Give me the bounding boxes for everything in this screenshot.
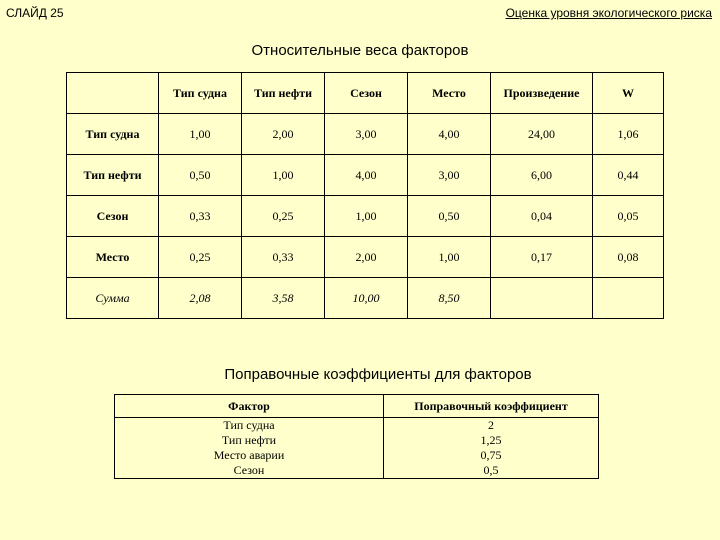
- table-cell: 3,00: [408, 155, 491, 196]
- list-item: 0,5: [483, 463, 499, 477]
- row-head: Сезон: [67, 196, 159, 237]
- table-cell: 0,04: [491, 196, 593, 237]
- table-cell: 4,00: [408, 114, 491, 155]
- sum-row-head: Сумма: [67, 278, 159, 319]
- table-cell: 6,00: [491, 155, 593, 196]
- table-cell: 1,00: [159, 114, 242, 155]
- table-cell: 3,00: [325, 114, 408, 155]
- row-head: Место: [67, 237, 159, 278]
- table-cell: 0,25: [159, 237, 242, 278]
- table-cell: 2,00: [325, 237, 408, 278]
- list-item: Тип судна: [223, 418, 275, 432]
- header-cell-w: W: [593, 73, 664, 114]
- correction-table-title: Поправочные коэффициенты для факторов: [224, 366, 532, 383]
- list-item: 0,75: [480, 448, 502, 462]
- weights-table-title: Относительные веса факторов: [251, 42, 469, 59]
- table-cell-empty: [491, 278, 593, 319]
- table-cell: 1,00: [325, 196, 408, 237]
- list-item: 2: [488, 418, 494, 432]
- row-head: Тип судна: [67, 114, 159, 155]
- table-row: [67, 114, 664, 155]
- table-cell: 0,05: [593, 196, 664, 237]
- weights-header-row: [67, 73, 664, 114]
- table-cell-empty: [593, 278, 664, 319]
- factor-list-cell: [115, 418, 384, 479]
- correction-body-row: [115, 418, 599, 479]
- header-cell-place: Место: [408, 73, 491, 114]
- header-cell-coefficient: Поправочный коэффициент: [384, 395, 599, 418]
- table-cell: 2,00: [242, 114, 325, 155]
- table-row: [67, 155, 664, 196]
- table-cell: 1,00: [408, 237, 491, 278]
- table-cell: 1,06: [593, 114, 664, 155]
- header-cell-ship-type: Тип судна: [159, 73, 242, 114]
- table-cell: 0,17: [491, 237, 593, 278]
- table-cell: 1,00: [242, 155, 325, 196]
- table-cell: 24,00: [491, 114, 593, 155]
- table-cell: 0,25: [242, 196, 325, 237]
- slide-label: СЛАЙД 25: [6, 6, 64, 20]
- correction-header-row: [115, 395, 599, 418]
- list-item: Место аварии: [213, 448, 285, 462]
- header-cell-factor: Фактор: [115, 395, 384, 418]
- header-cell-product: Произведение: [491, 73, 593, 114]
- table-cell: 0,33: [242, 237, 325, 278]
- header-cell-oil-type: Тип нефти: [242, 73, 325, 114]
- coefficient-list-cell: [384, 418, 599, 479]
- table-row: [67, 237, 664, 278]
- table-cell: 0,44: [593, 155, 664, 196]
- table-cell: 3,58: [242, 278, 325, 319]
- list-item: Тип нефти: [221, 433, 277, 447]
- list-item: 1,25: [480, 433, 502, 447]
- table-row: [67, 196, 664, 237]
- table-cell: 8,50: [408, 278, 491, 319]
- weights-table: [66, 72, 664, 319]
- table-cell: 10,00: [325, 278, 408, 319]
- sum-row: [67, 278, 664, 319]
- table-cell: 4,00: [325, 155, 408, 196]
- table-cell: 0,50: [159, 155, 242, 196]
- row-head: Тип нефти: [67, 155, 159, 196]
- table-cell: 2,08: [159, 278, 242, 319]
- table-cell: 0,50: [408, 196, 491, 237]
- topic-link[interactable]: Оценка уровня экологического риска: [505, 6, 712, 20]
- list-item: Сезон: [233, 463, 265, 477]
- table-cell: 0,33: [159, 196, 242, 237]
- header-cell-season: Сезон: [325, 73, 408, 114]
- header-cell-empty: [67, 73, 159, 114]
- correction-table: [114, 394, 599, 479]
- table-cell: 0,08: [593, 237, 664, 278]
